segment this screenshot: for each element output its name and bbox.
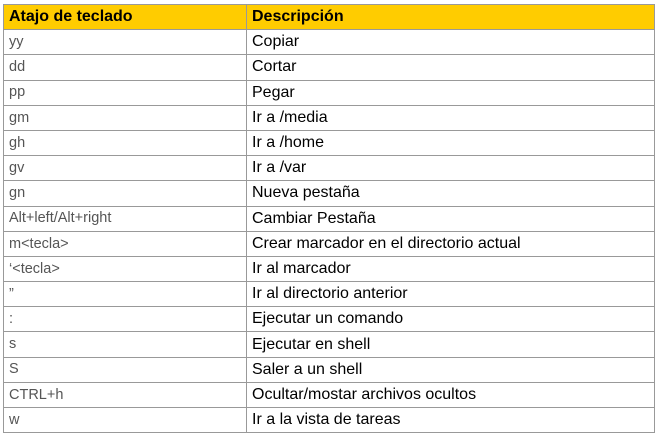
table-row bbox=[4, 307, 655, 332]
shortcut-key: : bbox=[4, 307, 247, 332]
table-row bbox=[4, 282, 655, 307]
shortcut-description: Crear marcador en el directorio actual bbox=[247, 231, 655, 256]
shortcut-key: S bbox=[4, 357, 247, 382]
shortcut-description: Cortar bbox=[247, 55, 655, 80]
shortcut-table bbox=[3, 4, 655, 433]
shortcut-key: gn bbox=[4, 181, 247, 206]
table-row bbox=[4, 357, 655, 382]
shortcut-key: yy bbox=[4, 30, 247, 55]
table-row bbox=[4, 408, 655, 433]
shortcut-description: Ir a la vista de tareas bbox=[247, 408, 655, 433]
shortcut-description: Ir a /media bbox=[247, 105, 655, 130]
table-row bbox=[4, 55, 655, 80]
shortcut-description: Ejecutar un comando bbox=[247, 307, 655, 332]
table-body bbox=[4, 30, 655, 433]
table-row bbox=[4, 130, 655, 155]
shortcut-description: Cambiar Pestaña bbox=[247, 206, 655, 231]
table-row bbox=[4, 231, 655, 256]
shortcut-description: Ir a /var bbox=[247, 156, 655, 181]
shortcut-key: gh bbox=[4, 130, 247, 155]
shortcut-key: ” bbox=[4, 282, 247, 307]
shortcut-key: pp bbox=[4, 80, 247, 105]
shortcut-description: Ir al marcador bbox=[247, 256, 655, 281]
shortcut-description: Ir a /home bbox=[247, 130, 655, 155]
table-row bbox=[4, 256, 655, 281]
shortcut-key: gv bbox=[4, 156, 247, 181]
shortcut-description: Ocultar/mostar archivos ocultos bbox=[247, 382, 655, 407]
shortcut-description: Saler a un shell bbox=[247, 357, 655, 382]
table-row bbox=[4, 382, 655, 407]
shortcut-key: Alt+left/Alt+right bbox=[4, 206, 247, 231]
shortcut-description: Pegar bbox=[247, 80, 655, 105]
shortcut-key: m<tecla> bbox=[4, 231, 247, 256]
shortcut-key: ‘<tecla> bbox=[4, 256, 247, 281]
shortcut-description: Nueva pestaña bbox=[247, 181, 655, 206]
header-shortcut: Atajo de teclado bbox=[4, 5, 247, 30]
table-row bbox=[4, 181, 655, 206]
shortcut-key: s bbox=[4, 332, 247, 357]
shortcut-description: Copiar bbox=[247, 30, 655, 55]
table-row bbox=[4, 105, 655, 130]
table-row bbox=[4, 332, 655, 357]
shortcut-key: dd bbox=[4, 55, 247, 80]
shortcut-description: Ejecutar en shell bbox=[247, 332, 655, 357]
shortcut-key: CTRL+h bbox=[4, 382, 247, 407]
table-row bbox=[4, 80, 655, 105]
header-row bbox=[4, 5, 655, 30]
table-row bbox=[4, 206, 655, 231]
shortcut-description: Ir al directorio anterior bbox=[247, 282, 655, 307]
table-row bbox=[4, 156, 655, 181]
table-row bbox=[4, 30, 655, 55]
shortcut-key: w bbox=[4, 408, 247, 433]
shortcut-key: gm bbox=[4, 105, 247, 130]
header-description: Descripción bbox=[247, 5, 655, 30]
